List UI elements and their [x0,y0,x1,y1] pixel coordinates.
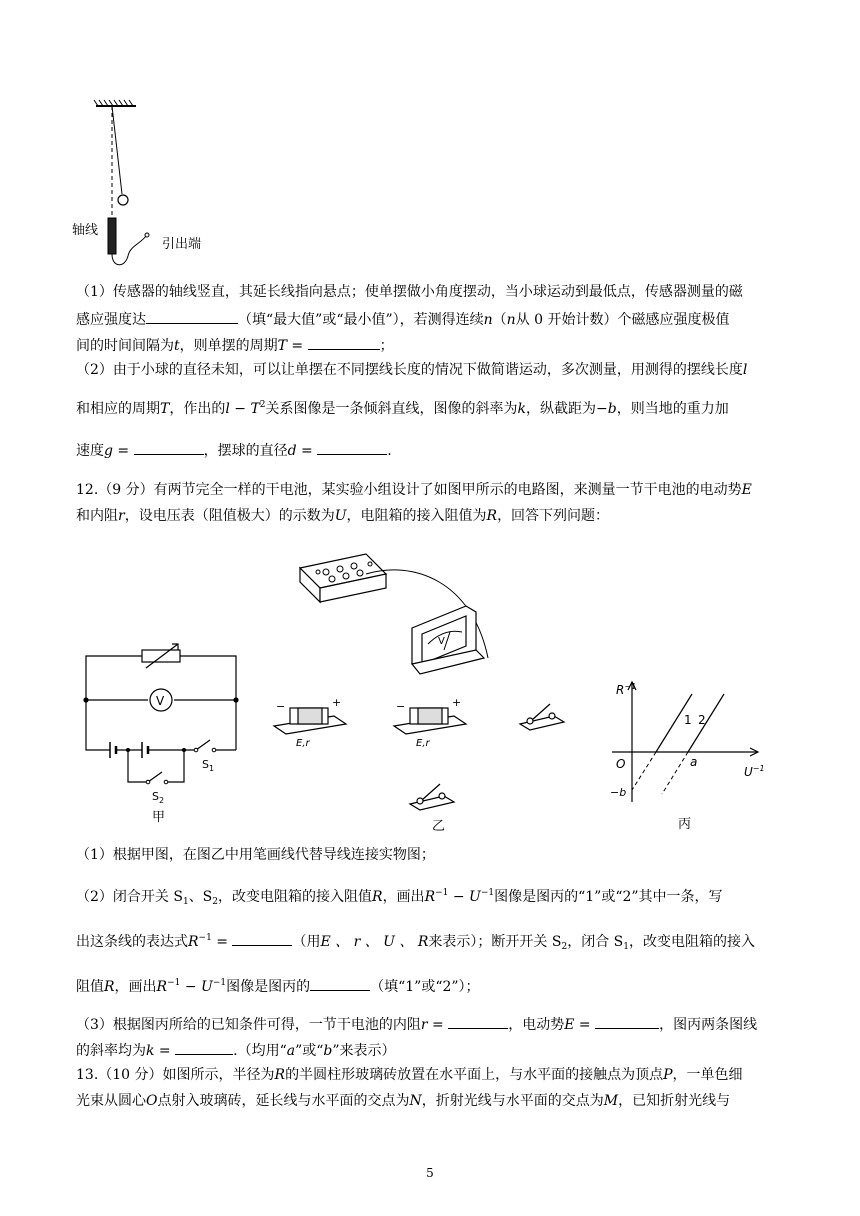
circuit-diagram-jia [76,636,246,836]
q11-part1-line2: 感应强度达 （填“最大值”或“最小值”），若测得连续n（n从 0 开始计数）个磁感应强度极值 [76,309,730,329]
figure-bing-label: 丙 [678,817,692,832]
y-axis-label: $R^{-1}$ [616,682,637,697]
a-label: a [690,755,698,769]
neg-b-label: −b [610,786,627,799]
switch-s1-label: $S_1$ [202,758,215,773]
battery2-er-label: E,r [416,738,430,749]
graph-line-2 [688,694,724,752]
axis-line-label: 轴线 [72,223,99,238]
x-axis-label: $U^{-1}$ [744,764,765,779]
page-number: 5 [426,1166,434,1180]
q12-part3-line2: 的斜率均为k = .（均用“a”或“b”来表示） [76,1040,396,1060]
battery2-plus: + [452,696,462,709]
answer-blank[interactable] [146,309,238,324]
figure-jia-label: 甲 [152,810,166,825]
lead-end-label: 引出端 [162,237,202,252]
q12-part3-line1: （3）根据图丙所给的已知条件可得，一节干电池的内阻r = ，电动势E = ，图丙两条图线 [76,1014,757,1034]
q12-part2-line3: 阻值R，画出$R^{-1} - U^{-1}$图像是图丙的 （填“1”或“2”）； [76,978,480,995]
q13-line2: 光束从圆心O点射入玻璃砖，延长线与水平面的交点为N，折射光线与水平面的交点为M，已知折射光线与 [76,1093,731,1109]
answer-blank[interactable] [308,335,380,350]
q11-part1-line1: （1）传感器的轴线竖直，其延长线指向悬点；使单摆做小角度摆动，当小球运动到最低点，传感器测量的磁 [76,284,743,300]
figure-yi-label: 乙 [432,819,446,834]
switch-s2-label: $S_2$ [152,790,165,805]
answer-blank[interactable] [310,976,370,991]
battery1-er-label: E,r [296,738,310,749]
graph-bing [602,672,782,840]
battery1-minus: − [276,700,286,713]
q12-part2-line2: 出这条线的表达式$R^{-1}$ = （用E 、 r 、 U 、 R来表示）；断开开关 $S_2$，闭合 $S_1$，改变电阻箱的接入 [76,933,755,952]
pendulum-figure [70,96,230,276]
q12-part1: （1）根据甲图，在图乙中用笔画线代替导线连接实物图； [76,847,435,863]
voltmeter-v-label: V [438,636,445,647]
answer-blank[interactable] [175,1040,233,1055]
battery2-minus: − [396,700,406,713]
q13-line1: 13.（10 分）如图所示，半径为R的半圆柱形玻璃砖放置在水平面上，与水平面的接触点为顶点P，一单色细 [76,1067,743,1083]
battery1-plus: + [332,696,342,709]
q12-intro-line2: 和内阻r，设电压表（阻值极大）的示数为U，电阻箱的接入阻值为R，回答下列问题： [76,508,610,524]
answer-blank[interactable] [134,440,204,455]
origin-label: O [616,757,626,771]
line-2-label: 2 [698,713,706,727]
line-1-label: 1 [684,713,692,727]
apparatus-figure-yi [262,540,592,840]
answer-blank[interactable] [595,1014,659,1029]
answer-blank[interactable] [232,931,292,946]
answer-blank[interactable] [317,440,387,455]
q12-intro-line1: 12.（9 分）有两节完全一样的干电池，某实验小组设计了如图甲所示的电路图，来测量一节干电池的电动势E [76,482,752,498]
q11-part1-line3: 间的时间间隔为t，则单摆的周期T = ； [76,335,394,355]
graph-line-1-extension [632,752,656,790]
q12-part2-line1: （2）闭合开关 $S_1$、$S_2$，改变电阻箱的接入阻值R，画出$R^{-1} - U^{-1}$图像是图丙的“1”或“2”其中一条，写 [76,888,723,907]
q11-part2-line2: 和相应的周期T，作出的$l - T^2$关系图像是一条倾斜直线，图像的斜率为k，纵截距为−b，则当地的重力加 [76,400,729,417]
graph-line-2-extension [662,752,688,794]
answer-blank[interactable] [448,1014,508,1029]
q11-part2-line1: （2）由于小球的直径未知，可以让单摆在不同摆线长度的情况下做简谐运动，多次测量，用测得的摆线长度l [76,362,748,378]
q11-part2-line3: 速度g = ，摆球的直径d = . [76,440,392,460]
voltmeter-symbol: V [156,694,165,708]
